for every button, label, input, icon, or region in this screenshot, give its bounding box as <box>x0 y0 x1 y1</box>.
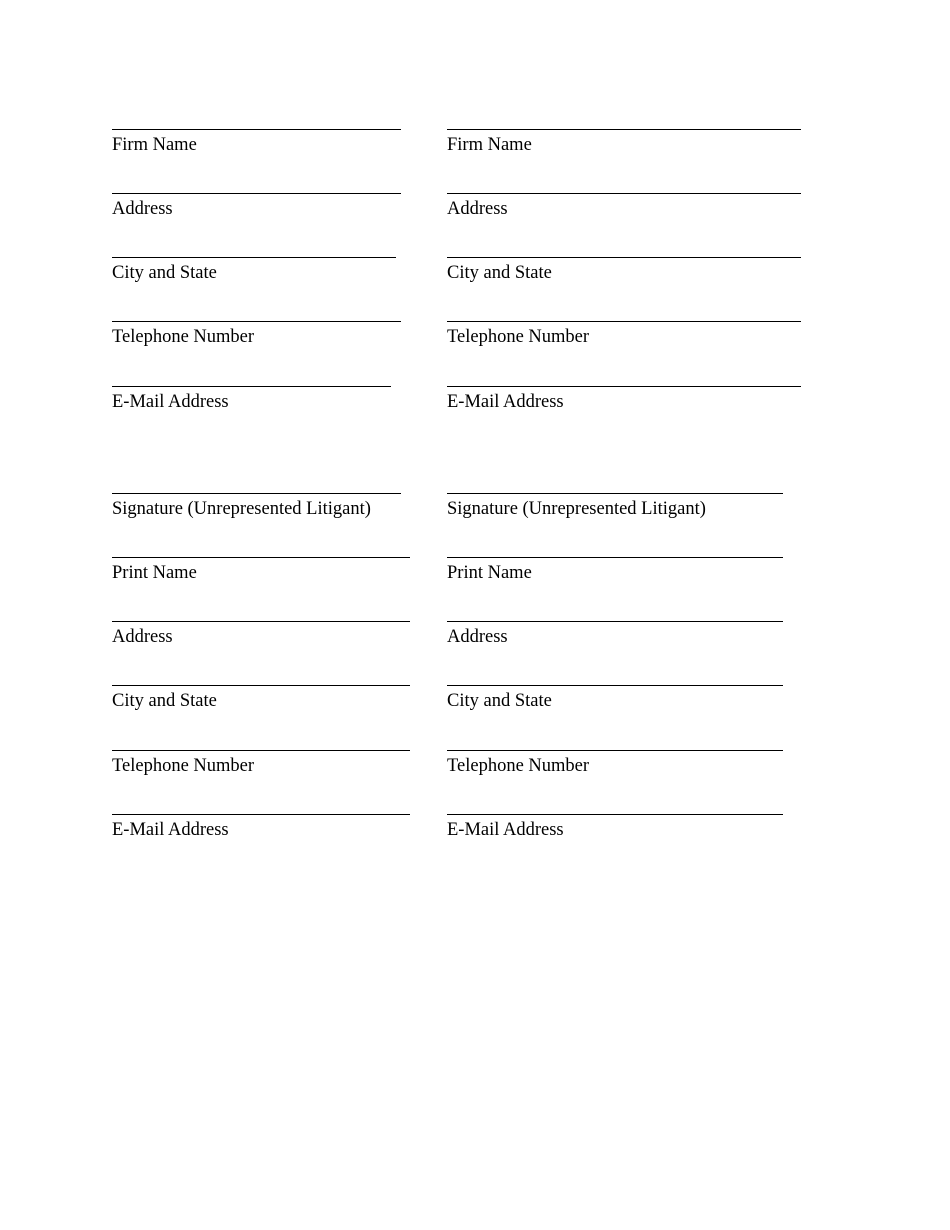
field-label: Firm Name <box>112 135 197 155</box>
signature-line <box>447 193 801 194</box>
field-label: Address <box>447 199 508 219</box>
signature-line <box>112 750 410 751</box>
signature-line <box>447 814 783 815</box>
field-label: Address <box>447 627 508 647</box>
right-firm-telephone-field <box>447 321 801 347</box>
field-label: City and State <box>112 263 217 283</box>
right-firm-city-state-field <box>447 257 801 283</box>
signature-line <box>112 193 401 194</box>
field-label: E-Mail Address <box>112 392 229 412</box>
left-firm-email-field <box>112 386 391 412</box>
field-label: Signature (Unrepresented Litigant) <box>112 499 371 519</box>
field-label: E-Mail Address <box>447 392 564 412</box>
signature-line <box>447 685 783 686</box>
signature-line <box>112 321 401 322</box>
field-label: Firm Name <box>447 135 532 155</box>
left-litigant-email-field <box>112 814 410 840</box>
signature-line <box>112 386 391 387</box>
signature-line <box>112 814 410 815</box>
signature-line <box>447 257 801 258</box>
right-firm-address-field <box>447 193 801 219</box>
field-label: Print Name <box>447 563 532 583</box>
signature-line <box>447 750 783 751</box>
right-firm-name-field <box>447 129 801 155</box>
left-firm-name-field <box>112 129 401 155</box>
right-litigant-telephone-field <box>447 750 783 776</box>
field-label: Telephone Number <box>447 756 590 776</box>
signature-line <box>112 557 410 558</box>
field-label: Address <box>112 627 173 647</box>
right-litigant-print-name-field <box>447 557 783 583</box>
signature-line <box>112 621 410 622</box>
signature-line <box>447 557 783 558</box>
field-label: City and State <box>447 691 552 711</box>
signature-line <box>447 493 783 494</box>
right-litigant-email-field <box>447 814 783 840</box>
signature-line <box>112 129 401 130</box>
right-litigant-signature-field <box>447 493 783 519</box>
field-label: E-Mail Address <box>447 820 564 840</box>
signature-line <box>112 685 410 686</box>
left-firm-address-field <box>112 193 401 219</box>
signature-line <box>447 386 801 387</box>
left-litigant-address-field <box>112 621 410 647</box>
signature-line <box>112 257 396 258</box>
left-litigant-telephone-field <box>112 750 410 776</box>
field-label: Print Name <box>112 563 197 583</box>
field-label: City and State <box>112 691 217 711</box>
left-firm-telephone-field <box>112 321 401 347</box>
left-firm-city-state-field <box>112 257 396 283</box>
left-litigant-signature-field <box>112 493 401 519</box>
field-label: Address <box>112 199 173 219</box>
field-label: City and State <box>447 263 552 283</box>
field-label: E-Mail Address <box>112 820 229 840</box>
field-label: Telephone Number <box>112 756 255 776</box>
field-label: Telephone Number <box>447 327 590 347</box>
field-label: Telephone Number <box>112 327 255 347</box>
signature-line <box>447 321 801 322</box>
right-litigant-city-state-field <box>447 685 783 711</box>
right-litigant-address-field <box>447 621 783 647</box>
right-firm-email-field <box>447 386 801 412</box>
field-label: Signature (Unrepresented Litigant) <box>447 499 706 519</box>
left-litigant-print-name-field <box>112 557 410 583</box>
left-litigant-city-state-field <box>112 685 410 711</box>
signature-line <box>112 493 401 494</box>
signature-line <box>447 129 801 130</box>
signature-line <box>447 621 783 622</box>
